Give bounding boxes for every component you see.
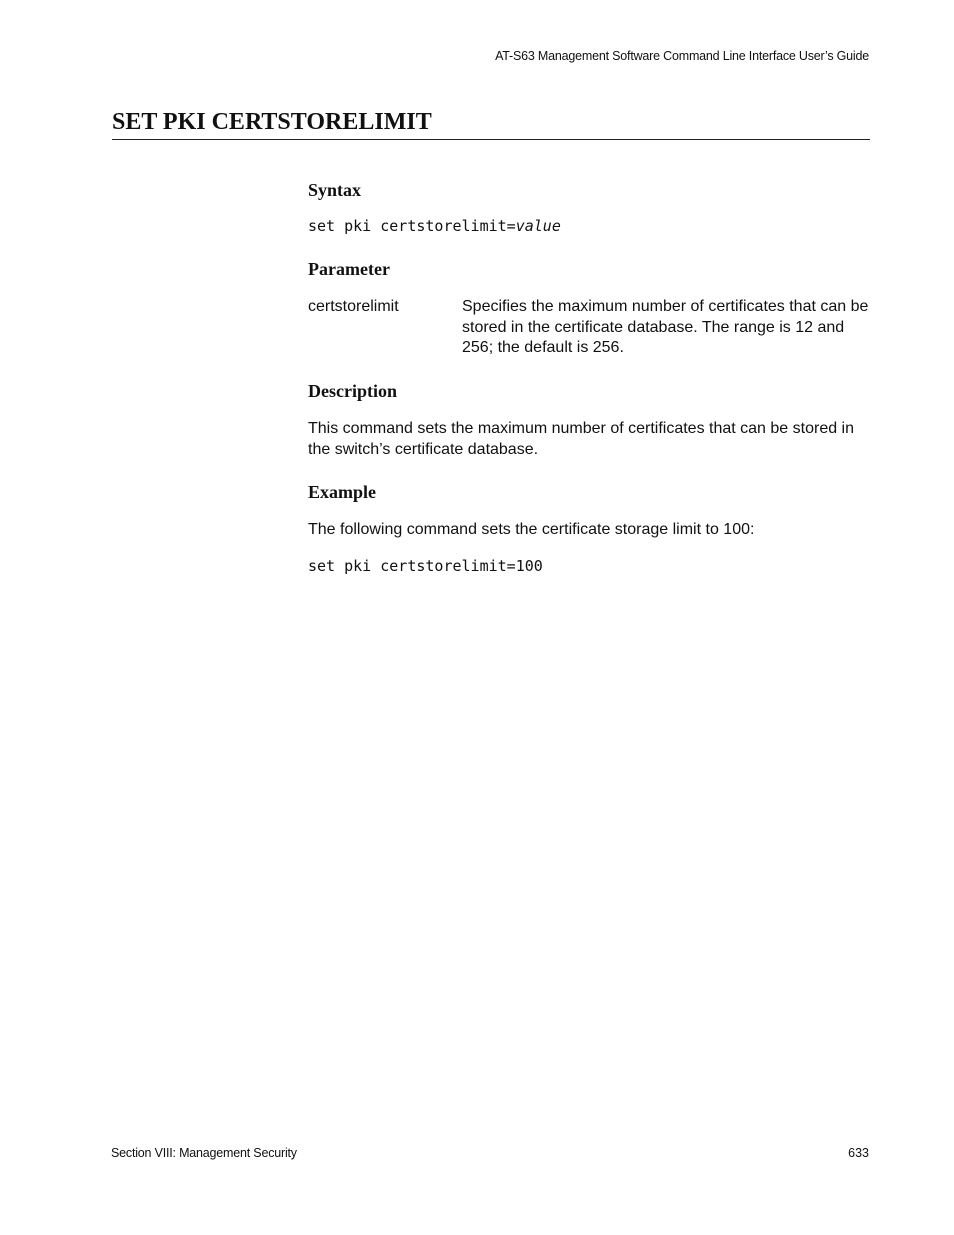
footer-page-number: 633	[848, 1146, 869, 1160]
parameter-heading: Parameter	[308, 259, 390, 279]
running-header: AT-S63 Management Software Command Line Interface User’s Guide	[495, 49, 869, 63]
syntax-argument: value	[515, 217, 561, 235]
footer-section: Section VIII: Management Security	[111, 1146, 297, 1160]
example-command: set pki certstorelimit=100	[308, 557, 543, 575]
parameter-description: Specifies the maximum number of certificates that can be stored in the certificate database. The range is 12 and 256; the default is 256.	[462, 298, 869, 356]
description-heading: Description	[308, 381, 397, 401]
syntax-command-text: set pki certstorelimit=	[308, 217, 516, 235]
example-heading: Example	[308, 482, 377, 502]
parameter-name: certstorelimit	[308, 298, 399, 315]
description-text: This command sets the maximum number of certificates that can be stored in the switch’s certificate database.	[308, 420, 855, 458]
syntax-heading: Syntax	[308, 180, 362, 200]
syntax-command	[308, 216, 561, 236]
example-intro: The following command sets the certificate storage limit to 100:	[308, 521, 755, 538]
page-title: SET PKI CERTSTORELIMIT	[112, 106, 870, 140]
